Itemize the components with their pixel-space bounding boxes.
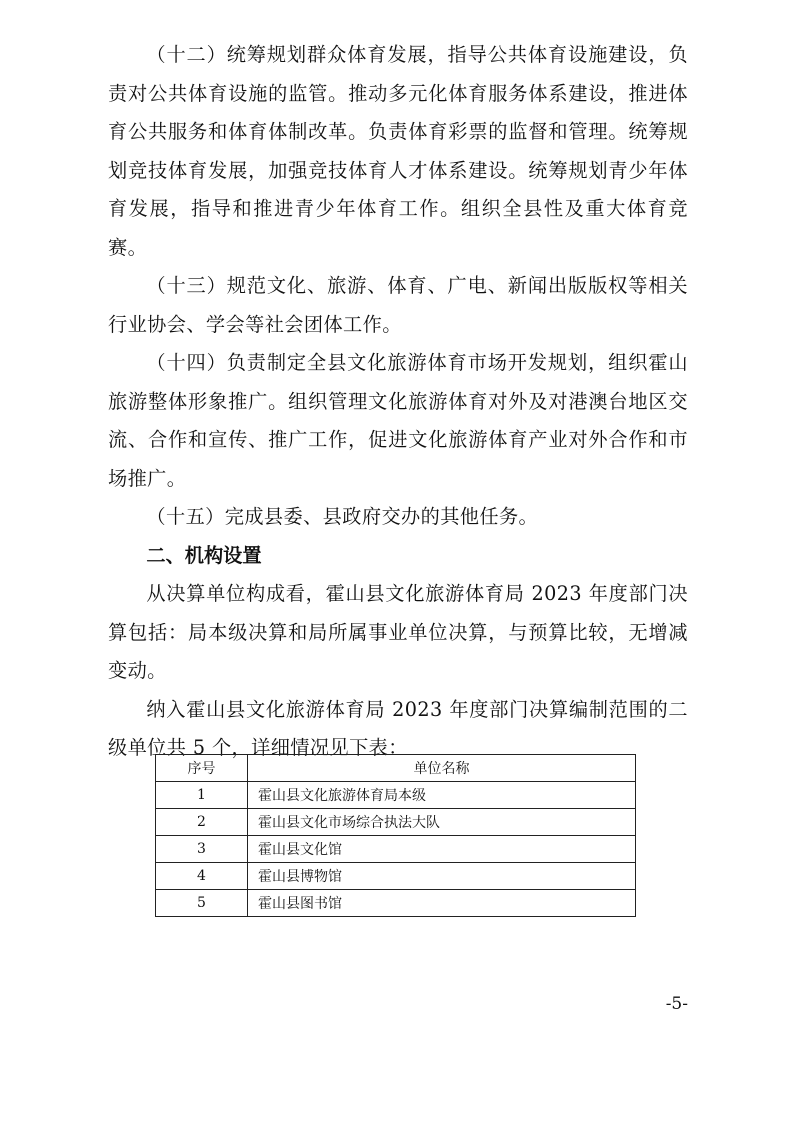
units-table-container xyxy=(155,754,636,917)
section-heading: 二、机构设置 xyxy=(146,543,262,567)
paragraph-item-14: （十四）负责制定全县文化旅游体育市场开发规划，组织霍山旅游整体形象推广。组织管理文化旅游体育对外及对港澳台地区交流、合作和宣传、推广工作，促进文化旅游体育产业对外合作和市场推广。 xyxy=(108,351,688,490)
table-row xyxy=(156,863,636,890)
page-number: -5- xyxy=(665,994,688,1014)
paragraph-item-13: （十三）规范文化、旅游、体育、广电、新闻出版版权等相关行业协会、学会等社会团体工作。 xyxy=(108,274,688,336)
header-unit-name: 单位名称 xyxy=(248,755,636,782)
paragraph-item-12: （十二）统筹规划群众体育发展，指导公共体育设施建设，负责对公共体育设施的监管。推动多元化体育服务体系建设，推进体育公共服务和体育体制改革。负责体育彩票的监督和管理。统筹规划竞技体育发展，加强竞技体育人才体系建设。统筹规划青少年体育发展，指导和推进青少年体育工作。组织全县性及重大体育竞赛。 xyxy=(108,43,688,259)
units-table xyxy=(155,754,636,917)
paragraph-unit-composition: 从决算单位构成看，霍山县文化旅游体育局 2023 年度部门决算包括：局本级决算和局所属事业单位决算，与预算比较，无增减变动。 xyxy=(108,582,688,682)
cell-seq: 2 xyxy=(156,809,248,836)
cell-seq: 5 xyxy=(156,890,248,917)
table-row xyxy=(156,890,636,917)
cell-seq: 4 xyxy=(156,863,248,890)
cell-unit-name: 霍山县文化馆 xyxy=(248,836,636,863)
paragraph-unit-scope: 纳入霍山县文化旅游体育局 2023 年度部门决算编制范围的二级单位共 5 个，详细情况见下表： xyxy=(108,697,688,759)
cell-unit-name: 霍山县文化旅游体育局本级 xyxy=(248,782,636,809)
cell-seq: 3 xyxy=(156,836,248,863)
document-body xyxy=(108,36,688,768)
cell-unit-name: 霍山县图书馆 xyxy=(248,890,636,917)
table-row xyxy=(156,782,636,809)
paragraph-item-15: （十五）完成县委、县政府交办的其他任务。 xyxy=(146,505,539,528)
table-header-row xyxy=(156,755,636,782)
header-seq: 序号 xyxy=(156,755,248,782)
table-row xyxy=(156,809,636,836)
cell-seq: 1 xyxy=(156,782,248,809)
table-row xyxy=(156,836,636,863)
cell-unit-name: 霍山县文化市场综合执法大队 xyxy=(248,809,636,836)
cell-unit-name: 霍山县博物馆 xyxy=(248,863,636,890)
